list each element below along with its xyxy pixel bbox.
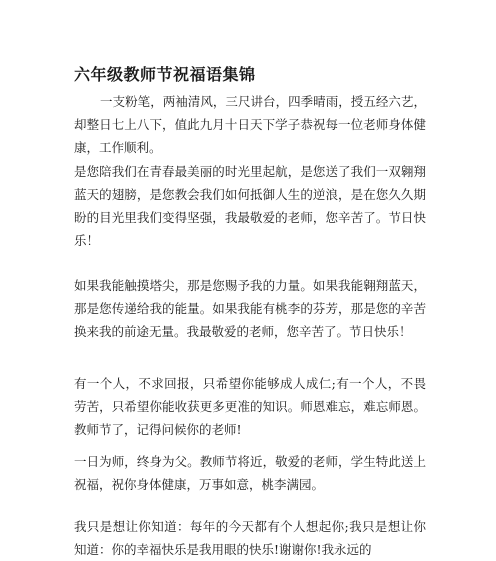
paragraph-4: 有一个人，不求回报，只希望你能够成人成仁;有一个人，不畏劳苦，只希望你能收获更多更准的知识。师恩难忘，难忘师恩。教师节了，记得问候你的老师! (74, 376, 426, 437)
document-title: 六年级教师节祝福语集锦 (74, 65, 256, 84)
paragraph-1 (74, 90, 426, 159)
paragraph-1-text: 一支粉笔，两袖清风，三尺讲台，四季晴雨，授五经六艺，却整日七上八下，值此九月十日天下学子恭祝每一位老师身体健康，工作顺利。 (74, 94, 426, 155)
paragraph-2: 是您陪我们在青春最美丽的时光里起航，是您送了我们一双翱翔蓝天的翅膀，是您教会我们如何抵御人生的逆浪，是在您久久期盼的目光里我们变得坚强，我最敬爱的老师，您辛苦了。节日快乐！ (74, 164, 426, 248)
paragraph-3: 如果我能触摸塔尖，那是您赐予我的力量。如果我能翱翔蓝天，那是您传递给我的能量。如果我能有桃李的芬芳，那是您的辛苦换来我的前途无量。我最敬爱的老师，您辛苦了。节日快乐！ (74, 278, 426, 339)
paragraph-5: 一日为师，终身为父。教师节将近，敬爱的老师，学生特此送上祝福，祝你身体健康，万事如意，桃李满园。 (74, 454, 426, 492)
paragraph-6: 我只是想让你知道：每年的今天都有个人想起你;我只是想让你知道：你的幸福快乐是我用眼的快乐!谢谢你!我永远的 (74, 519, 426, 557)
